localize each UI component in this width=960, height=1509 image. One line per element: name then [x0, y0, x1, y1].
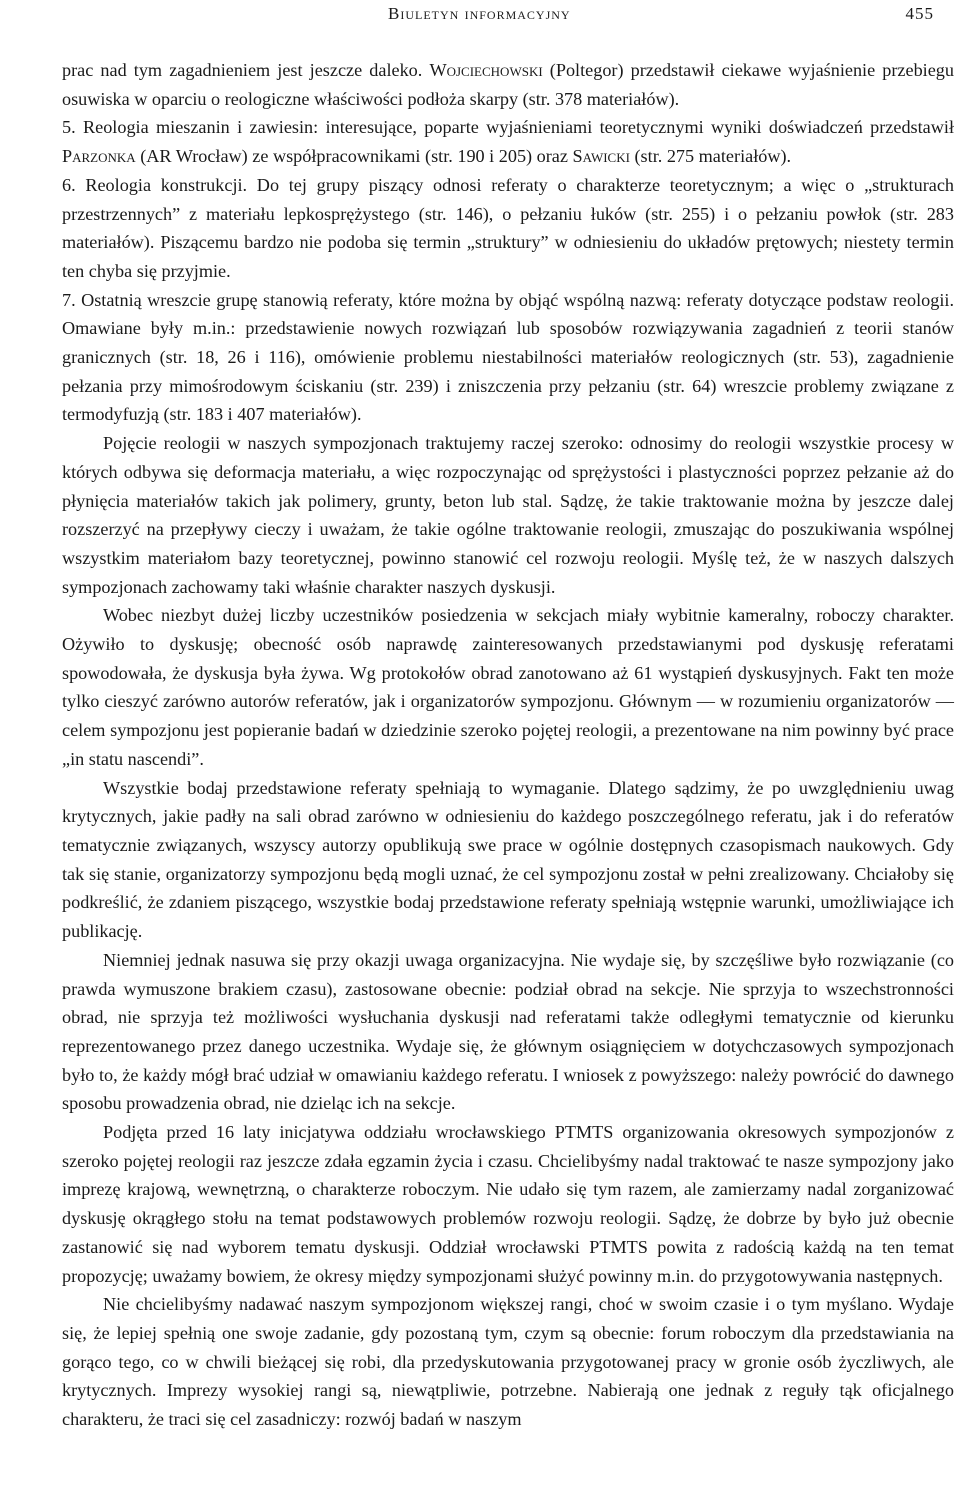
text-run: Wszystkie bodaj przedstawione referaty spełniają to wymaganie. Dlatego sądzimy, że po uwzględnieniu uwag krytycznych, jakie padły na sali obrad zarówno w odniesieniu do każdego poszczególnego referatu, jak i do referatów tematycznie związanych, wszyscy autorzy opublikują swe prace w ogólnie dostępnych czasopismach naukowych. Gdy tak się stanie, organizatorzy sympozjonu będą mogli uznać, że cel sympozjonu został w pełni zrealizowany. Chciałoby się podkreślić, że zdaniem piszącego, wszystkie bodaj przedstawione referaty spełniają wstępnie warunki, umożliwiające ich publikację. — [62, 777, 954, 942]
text-run: (Poltegor) przedstawił ciekawe wyjaśnienie przebiegu osuwiska w oparciu o reologiczne właściwości podłoża skarpy (str. 378 materiałów). — [62, 60, 954, 109]
text-run: (str. 275 materiałów). — [629, 146, 792, 167]
paragraph — [62, 1290, 954, 1434]
paragraph — [62, 1118, 954, 1290]
paragraph — [62, 774, 954, 946]
paragraph — [62, 946, 954, 1118]
paragraph-item-7 — [62, 286, 954, 430]
author-name: Sawicki — [572, 146, 630, 167]
text-run: 6. Reologia konstrukcji. Do tej grupy piszący odnosi referaty o charakterze teoretycznym; a więc o „strukturach przestrzennych” z materiału lepkosprężystego (str. 146), o pełzaniu łuków (str. 255) i o pełzaniu powłok (str. 283 materiałów). Piszącemu bardzo nie podoba się termin „struktury” w odniesieniu do układów prętowych; niestety termin ten chyba się przyjmie. — [62, 174, 954, 281]
text-run: Wobec niezbyt dużej liczby uczestników posiedzenia w sekcjach miały wybitnie kameralny, roboczy charakter. Ożywiło to dyskusję; obecność osób naprawdę zainteresowanych przedstawianymi pod dyskusję referatami spowodowała, że dyskusja była żywa. Wg protokołów obrad zanotowano aż 61 wystąpień dyskusyjnych. Fakt ten może tylko cieszyć zarówno autorów referatów, jak i organizatorów sympozjonu. Głównym — w rozumieniu organizatorów — celem sympozjonu jest popieranie badań w dziedzinie szeroko pojętej reologii, a prezentowane na nim powinny być prace „in statu nascendi”. — [62, 605, 954, 769]
running-header — [62, 4, 934, 28]
text-run: 7. Ostatnią wreszcie grupę stanowią referaty, które można by objąć wspólną nazwą: referaty dotyczące podstaw reologii. Omawiane były m.in.: przedstawienie nowych rozwiązań lub sposobów rozwiązywania zagadnień z teorii stanów granicznych (str. 18, 26 i 116), omówienie problemu niestabilności materiałów reologicznych (str. 53), zagadnienie pełzania przy mimośrodowym ściskaniu (str. 239) i zniszczenia przy pełzaniu (str. 64) wreszcie problemy związane z termodyfuzją (str. 183 i 407 materiałów). — [62, 289, 954, 425]
author-name: Wojciechowski — [429, 60, 543, 80]
text-run: Niemniej jednak nasuwa się przy okazji uwaga organizacyjna. Nie wydaje się, by szczęśliwe było rozwiązanie (co prawda wymuszone brakiem czasu), zastosowane obecnie: podział obrad na sekcje. Nie sprzyja to wszechstronności obrad, nie sprzyja też możliwości wysłuchania dyskusji nad referatami także odległymi tematycznie od kierunku reprezentowanego przez danego uczestnika. Wydaje się, że głównym osiągnięciem w dotychczasowych sympozjonach było to, że każdy mógł brać udział w omawianiu każdego referatu. I wniosek z powyższego: należy powrócić do dawnego sposobu prowadzenia obrad, nie dzieląc ich na sekcje. — [62, 949, 954, 1114]
article-body — [62, 56, 954, 1434]
text-run: Pojęcie reologii w naszych sympozjonach traktujemy raczej szeroko: odnosimy do reologii wszystkie procesy w których odbywa się deformacja materiału, a więc rozpoczynając od sprężystości i plastyczności poprzez pełzanie aż do płynięcia materiałów takich jak polimery, grunty, beton lub stal. Sądzę, że takie traktowanie można by jeszcze dalej rozszerzyć na przepływy cieczy i uważam, że takie ogólne traktowanie reologii, zmuszając do poszukiwania wspólnej wszystkim materiałom bazy teoretycznej, powinno stanowić cel rozwoju reologii. Myślę też, że w naszych dalszych sympozjonach zachowamy taki właśnie charakter naszych dyskusji. — [62, 433, 954, 597]
author-name: Parzonka — [62, 146, 136, 167]
page-number: 455 — [905, 4, 934, 23]
text-run: Nie chcielibyśmy nadawać naszym sympozjonom większej rangi, choć w swoim czasie i o tym myślano. Wydaje się, że lepiej spełnią one swoje zadanie, gdy pozostaną tym, czym są obecnie: forum roboczym dla przedstawiania na gorąco tego, co w chwili bieżącej się robi, dla przedyskutowania przygotowanej pracy w gronie osób życzliwych, ale krytycznych. Imprezy wysokiej rangi są, niewątpliwie, potrzebne. Nabierają one jednak z reguły tąk oficjalnego charakteru, że traci się cel zasadniczy: rozwój badań w naszym — [62, 1294, 954, 1430]
paragraph-item-5 — [62, 113, 954, 170]
text-run: Podjęta przed 16 laty inicjatywa oddziału wrocławskiego PTMTS organizowania okresowych sympozjonów z szeroko pojętej reologii raz jeszcze zdała egzamin życia i czasu. Chcielibyśmy nadal traktować te nasze sympozjony jako imprezę krajową, wewnętrzną, o charakterze roboczym. Nie udało się tym razem, ale zamierzamy nadal zorganizować dyskusję okrągłego stołu na temat podstawowych problemów rozwoju reologii. Sądzę, że dobrze by było już obecnie zastanowić się nad wyborem tematu dyskusji. Oddział wrocławski PTMTS powita z radością każdą na ten temat propozycję; uważamy bowiem, że okresy między sympozjonami służyć powinny m.in. do przygotowywania następnych. — [62, 1122, 954, 1286]
paragraph-item-6 — [62, 171, 954, 286]
paragraph-continuation — [62, 56, 954, 113]
paragraph — [62, 429, 954, 601]
text-run: prac nad tym zagadnieniem jest jeszcze daleko. — [62, 60, 430, 80]
paragraph — [62, 601, 954, 773]
text-run: (AR Wrocław) ze współpracownikami (str. 190 i 205) oraz — [135, 146, 573, 167]
text-run: 5. Reologia mieszanin i zawiesin: interesujące, poparte wyjaśnieniami teoretycznymi wyniki doświadczeń przedstawił — [62, 117, 954, 138]
journal-title: Biuletyn informacyjny — [388, 4, 571, 23]
